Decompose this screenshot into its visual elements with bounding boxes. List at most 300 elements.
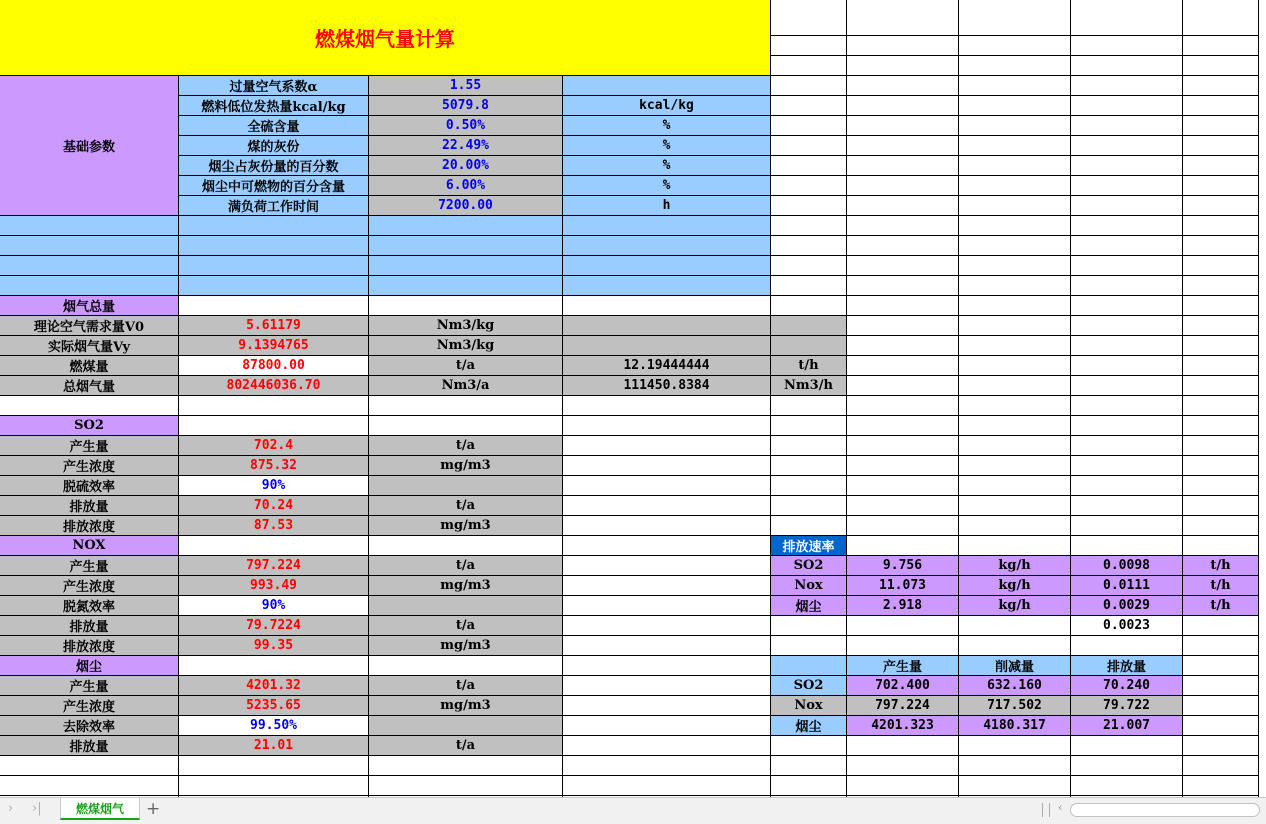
nox-value[interactable]: 99.35	[179, 636, 369, 656]
nox-label[interactable]: 产生量	[0, 556, 179, 576]
rate-name[interactable]: 烟尘	[771, 596, 847, 616]
rate-th[interactable]: 0.0098	[1071, 556, 1183, 576]
empty-cell[interactable]	[847, 296, 959, 316]
empty-cell[interactable]	[1183, 616, 1259, 636]
empty-cell[interactable]	[847, 56, 959, 76]
summary-value[interactable]: 4201.323	[847, 716, 959, 736]
empty-cell[interactable]	[1071, 476, 1183, 496]
empty-cell[interactable]	[1183, 536, 1259, 556]
blank-cell[interactable]	[369, 216, 563, 236]
empty-cell[interactable]	[847, 776, 959, 796]
empty-cell[interactable]	[1183, 0, 1259, 36]
empty-cell[interactable]	[563, 436, 771, 456]
empty-cell[interactable]	[1183, 676, 1259, 696]
empty-cell[interactable]	[1183, 116, 1259, 136]
empty-cell[interactable]	[959, 436, 1071, 456]
flue-header[interactable]: 烟气总量	[0, 296, 179, 316]
summary-name[interactable]: Nox	[771, 696, 847, 716]
empty-cell[interactable]	[1183, 276, 1259, 296]
dust-value[interactable]: 5235.65	[179, 696, 369, 716]
empty-cell[interactable]	[1071, 76, 1183, 96]
empty-cell[interactable]	[771, 736, 847, 756]
empty-cell[interactable]	[1183, 236, 1259, 256]
empty-cell[interactable]	[1183, 716, 1259, 736]
empty-cell[interactable]	[1071, 336, 1183, 356]
empty-cell[interactable]	[1183, 256, 1259, 276]
param-unit[interactable]	[563, 76, 771, 96]
summary-value[interactable]: 79.722	[1071, 696, 1183, 716]
empty-cell[interactable]	[1071, 536, 1183, 556]
empty-cell[interactable]	[959, 236, 1071, 256]
empty-cell[interactable]	[847, 176, 959, 196]
dust-unit[interactable]: t/a	[369, 676, 563, 696]
empty-cell[interactable]	[771, 176, 847, 196]
empty-cell[interactable]	[1071, 36, 1183, 56]
rate-kgh-unit[interactable]: kg/h	[959, 556, 1071, 576]
empty-cell[interactable]	[847, 756, 959, 776]
rate-extra[interactable]: 0.0023	[1071, 616, 1183, 636]
empty-cell[interactable]	[1071, 496, 1183, 516]
flue-extra[interactable]: 111450.8384	[563, 376, 771, 396]
empty-cell[interactable]	[959, 636, 1071, 656]
rate-kgh[interactable]: 11.073	[847, 576, 959, 596]
rate-th-unit[interactable]: t/h	[1183, 596, 1259, 616]
nox-value[interactable]: 797.224	[179, 556, 369, 576]
empty-cell[interactable]	[959, 536, 1071, 556]
blank-cell[interactable]	[369, 276, 563, 296]
param-value[interactable]: 5079.8	[369, 96, 563, 116]
param-label[interactable]: 满负荷工作时间	[179, 196, 369, 216]
empty-cell[interactable]	[1183, 356, 1259, 376]
first-sheet-nav-icon[interactable]: ›	[8, 801, 14, 816]
empty-cell[interactable]	[847, 0, 959, 36]
param-label[interactable]: 过量空气系数α	[179, 76, 369, 96]
flue-label[interactable]: 总烟气量	[0, 376, 179, 396]
empty-cell[interactable]	[771, 496, 847, 516]
empty-cell[interactable]	[959, 76, 1071, 96]
nox-header[interactable]: NOX	[0, 536, 179, 556]
summary-value[interactable]: 702.400	[847, 676, 959, 696]
horizontal-scrollbar[interactable]	[1070, 803, 1260, 817]
empty-cell[interactable]	[1071, 216, 1183, 236]
empty-cell[interactable]	[847, 396, 959, 416]
empty-cell[interactable]	[847, 76, 959, 96]
nox-unit[interactable]: t/a	[369, 616, 563, 636]
so2-unit[interactable]: mg/m3	[369, 456, 563, 476]
empty-cell[interactable]	[847, 136, 959, 156]
rate-kgh-unit[interactable]: kg/h	[959, 596, 1071, 616]
summary-value[interactable]: 717.502	[959, 696, 1071, 716]
empty-cell[interactable]	[771, 0, 847, 36]
flue-value[interactable]: 9.1394765	[179, 336, 369, 356]
empty-cell[interactable]	[369, 296, 563, 316]
empty-cell[interactable]	[563, 396, 771, 416]
nox-label[interactable]: 脱氮效率	[0, 596, 179, 616]
empty-cell[interactable]	[771, 516, 847, 536]
flue-extra[interactable]: 12.19444444	[563, 356, 771, 376]
blank-cell[interactable]	[179, 236, 369, 256]
empty-cell[interactable]	[847, 536, 959, 556]
empty-cell[interactable]	[563, 596, 771, 616]
so2-value[interactable]: 70.24	[179, 496, 369, 516]
empty-cell[interactable]	[847, 356, 959, 376]
nox-value[interactable]: 90%	[179, 596, 369, 616]
empty-cell[interactable]	[1183, 136, 1259, 156]
empty-cell[interactable]	[1071, 96, 1183, 116]
empty-cell[interactable]	[847, 276, 959, 296]
so2-unit[interactable]	[369, 476, 563, 496]
dust-value[interactable]: 99.50%	[179, 716, 369, 736]
flue-label[interactable]: 燃煤量	[0, 356, 179, 376]
summary-corner[interactable]	[771, 656, 847, 676]
param-unit[interactable]: %	[563, 156, 771, 176]
param-unit[interactable]: %	[563, 136, 771, 156]
empty-cell[interactable]	[959, 0, 1071, 36]
empty-cell[interactable]	[847, 416, 959, 436]
empty-cell[interactable]	[847, 316, 959, 336]
empty-cell[interactable]	[847, 636, 959, 656]
empty-cell[interactable]	[1071, 0, 1183, 36]
scroll-splitter-handle[interactable]	[1042, 803, 1050, 817]
so2-label[interactable]: 排放浓度	[0, 516, 179, 536]
empty-cell[interactable]	[847, 156, 959, 176]
empty-cell[interactable]	[959, 476, 1071, 496]
flue-extra-unit[interactable]: Nm3/h	[771, 376, 847, 396]
empty-cell[interactable]	[1183, 776, 1259, 796]
rate-kgh[interactable]: 9.756	[847, 556, 959, 576]
empty-cell[interactable]	[179, 536, 369, 556]
empty-cell[interactable]	[771, 296, 847, 316]
empty-cell[interactable]	[1183, 156, 1259, 176]
empty-cell[interactable]	[1071, 296, 1183, 316]
summary-value[interactable]: 70.240	[1071, 676, 1183, 696]
empty-cell[interactable]	[369, 656, 563, 676]
empty-cell[interactable]	[0, 756, 179, 776]
empty-cell[interactable]	[847, 616, 959, 636]
empty-cell[interactable]	[1071, 196, 1183, 216]
flue-unit[interactable]: Nm3/kg	[369, 316, 563, 336]
empty-cell[interactable]	[1071, 376, 1183, 396]
empty-cell[interactable]	[1183, 316, 1259, 336]
empty-cell[interactable]	[369, 776, 563, 796]
param-value[interactable]: 1.55	[369, 76, 563, 96]
empty-cell[interactable]	[563, 676, 771, 696]
empty-cell[interactable]	[563, 516, 771, 536]
dust-unit[interactable]	[369, 716, 563, 736]
so2-value[interactable]: 875.32	[179, 456, 369, 476]
flue-value[interactable]: 5.61179	[179, 316, 369, 336]
empty-cell[interactable]	[771, 256, 847, 276]
blank-cell[interactable]	[563, 236, 771, 256]
blank-cell[interactable]	[179, 276, 369, 296]
empty-cell[interactable]	[563, 636, 771, 656]
param-label[interactable]: 烟尘中可燃物的百分含量	[179, 176, 369, 196]
empty-cell[interactable]	[563, 656, 771, 676]
empty-cell[interactable]	[1071, 116, 1183, 136]
rate-th-unit[interactable]: t/h	[1183, 556, 1259, 576]
empty-cell[interactable]	[959, 376, 1071, 396]
dust-label[interactable]: 产生浓度	[0, 696, 179, 716]
nox-value[interactable]: 79.7224	[179, 616, 369, 636]
flue-extra[interactable]	[563, 336, 771, 356]
empty-cell[interactable]	[563, 776, 771, 796]
empty-cell[interactable]	[179, 396, 369, 416]
empty-cell[interactable]	[1071, 776, 1183, 796]
empty-cell[interactable]	[1183, 656, 1259, 676]
so2-value[interactable]: 702.4	[179, 436, 369, 456]
empty-cell[interactable]	[563, 476, 771, 496]
so2-unit[interactable]: t/a	[369, 436, 563, 456]
param-value[interactable]: 7200.00	[369, 196, 563, 216]
empty-cell[interactable]	[1071, 316, 1183, 336]
empty-cell[interactable]	[563, 576, 771, 596]
empty-cell[interactable]	[1183, 436, 1259, 456]
param-value[interactable]: 20.00%	[369, 156, 563, 176]
rate-th[interactable]: 0.0029	[1071, 596, 1183, 616]
empty-cell[interactable]	[369, 536, 563, 556]
empty-cell[interactable]	[1071, 276, 1183, 296]
dust-header[interactable]: 烟尘	[0, 656, 179, 676]
empty-cell[interactable]	[1183, 756, 1259, 776]
empty-cell[interactable]	[959, 296, 1071, 316]
summary-name[interactable]: SO2	[771, 676, 847, 696]
empty-cell[interactable]	[1071, 156, 1183, 176]
so2-label[interactable]: 产生浓度	[0, 456, 179, 476]
empty-cell[interactable]	[847, 496, 959, 516]
empty-cell[interactable]	[959, 196, 1071, 216]
empty-cell[interactable]	[563, 416, 771, 436]
nox-label[interactable]: 排放量	[0, 616, 179, 636]
empty-cell[interactable]	[771, 456, 847, 476]
params-section-label[interactable]: 基础参数	[0, 76, 179, 216]
empty-cell[interactable]	[1183, 196, 1259, 216]
empty-cell[interactable]	[847, 456, 959, 476]
sheet-title[interactable]: 燃煤烟气量计算	[0, 0, 771, 76]
empty-cell[interactable]	[959, 736, 1071, 756]
param-unit[interactable]: h	[563, 196, 771, 216]
empty-cell[interactable]	[369, 416, 563, 436]
empty-cell[interactable]	[959, 496, 1071, 516]
empty-cell[interactable]	[771, 636, 847, 656]
dust-value[interactable]: 21.01	[179, 736, 369, 756]
nox-unit[interactable]	[369, 596, 563, 616]
flue-value[interactable]: 802446036.70	[179, 376, 369, 396]
dust-label[interactable]: 产生量	[0, 676, 179, 696]
empty-cell[interactable]	[959, 136, 1071, 156]
dust-unit[interactable]: t/a	[369, 736, 563, 756]
empty-cell[interactable]	[179, 296, 369, 316]
empty-cell[interactable]	[959, 416, 1071, 436]
add-sheet-button[interactable]: +	[146, 799, 161, 819]
empty-cell[interactable]	[369, 396, 563, 416]
empty-cell[interactable]	[1183, 296, 1259, 316]
flue-label[interactable]: 理论空气需求量V0	[0, 316, 179, 336]
flue-extra-unit[interactable]	[771, 316, 847, 336]
empty-cell[interactable]	[1071, 456, 1183, 476]
empty-cell[interactable]	[771, 76, 847, 96]
empty-cell[interactable]	[1071, 356, 1183, 376]
empty-cell[interactable]	[1071, 636, 1183, 656]
empty-cell[interactable]	[563, 756, 771, 776]
empty-cell[interactable]	[847, 436, 959, 456]
empty-cell[interactable]	[771, 96, 847, 116]
summary-header[interactable]: 削减量	[959, 656, 1071, 676]
empty-cell[interactable]	[1183, 376, 1259, 396]
empty-cell[interactable]	[771, 476, 847, 496]
empty-cell[interactable]	[847, 516, 959, 536]
nox-value[interactable]: 993.49	[179, 576, 369, 596]
empty-cell[interactable]	[771, 276, 847, 296]
empty-cell[interactable]	[847, 336, 959, 356]
param-label[interactable]: 烟尘占灰份量的百分数	[179, 156, 369, 176]
empty-cell[interactable]	[771, 776, 847, 796]
empty-cell[interactable]	[563, 736, 771, 756]
flue-unit[interactable]: t/a	[369, 356, 563, 376]
summary-value[interactable]: 4180.317	[959, 716, 1071, 736]
so2-header[interactable]: SO2	[0, 416, 179, 436]
empty-cell[interactable]	[0, 396, 179, 416]
empty-cell[interactable]	[959, 316, 1071, 336]
empty-cell[interactable]	[959, 516, 1071, 536]
so2-label[interactable]: 脱硫效率	[0, 476, 179, 496]
empty-cell[interactable]	[1183, 176, 1259, 196]
summary-name[interactable]: 烟尘	[771, 716, 847, 736]
empty-cell[interactable]	[1071, 756, 1183, 776]
summary-header[interactable]: 排放量	[1071, 656, 1183, 676]
empty-cell[interactable]	[1071, 56, 1183, 76]
dust-unit[interactable]: mg/m3	[369, 696, 563, 716]
empty-cell[interactable]	[847, 256, 959, 276]
summary-value[interactable]: 21.007	[1071, 716, 1183, 736]
empty-cell[interactable]	[563, 456, 771, 476]
empty-cell[interactable]	[959, 116, 1071, 136]
empty-cell[interactable]	[771, 416, 847, 436]
empty-cell[interactable]	[771, 396, 847, 416]
empty-cell[interactable]	[771, 156, 847, 176]
empty-cell[interactable]	[959, 96, 1071, 116]
empty-cell[interactable]	[771, 236, 847, 256]
so2-value[interactable]: 87.53	[179, 516, 369, 536]
empty-cell[interactable]	[1183, 216, 1259, 236]
flue-extra-unit[interactable]: t/h	[771, 356, 847, 376]
empty-cell[interactable]	[959, 356, 1071, 376]
empty-cell[interactable]	[179, 656, 369, 676]
empty-cell[interactable]	[847, 376, 959, 396]
empty-cell[interactable]	[959, 396, 1071, 416]
empty-cell[interactable]	[1071, 516, 1183, 536]
empty-cell[interactable]	[1183, 56, 1259, 76]
dust-label[interactable]: 去除效率	[0, 716, 179, 736]
rate-th-unit[interactable]: t/h	[1183, 576, 1259, 596]
flue-value[interactable]: 87800.00	[179, 356, 369, 376]
nox-label[interactable]: 排放浓度	[0, 636, 179, 656]
empty-cell[interactable]	[179, 416, 369, 436]
empty-cell[interactable]	[959, 616, 1071, 636]
empty-cell[interactable]	[771, 436, 847, 456]
rate-kgh-unit[interactable]: kg/h	[959, 576, 1071, 596]
param-unit[interactable]: kcal/kg	[563, 96, 771, 116]
nox-unit[interactable]: t/a	[369, 556, 563, 576]
empty-cell[interactable]	[1183, 416, 1259, 436]
empty-cell[interactable]	[959, 336, 1071, 356]
last-sheet-nav-icon[interactable]: ›|	[32, 801, 42, 816]
empty-cell[interactable]	[563, 716, 771, 736]
empty-cell[interactable]	[959, 756, 1071, 776]
so2-label[interactable]: 产生量	[0, 436, 179, 456]
empty-cell[interactable]	[847, 96, 959, 116]
param-value[interactable]: 22.49%	[369, 136, 563, 156]
empty-cell[interactable]	[1183, 696, 1259, 716]
empty-cell[interactable]	[847, 216, 959, 236]
empty-cell[interactable]	[847, 476, 959, 496]
empty-cell[interactable]	[563, 616, 771, 636]
blank-cell[interactable]	[0, 276, 179, 296]
param-unit[interactable]: %	[563, 176, 771, 196]
flue-extra-unit[interactable]	[771, 336, 847, 356]
dust-label[interactable]: 排放量	[0, 736, 179, 756]
blank-cell[interactable]	[563, 256, 771, 276]
scroll-left-icon[interactable]: ‹	[1058, 801, 1063, 814]
blank-cell[interactable]	[563, 216, 771, 236]
empty-cell[interactable]	[1183, 336, 1259, 356]
empty-cell[interactable]	[1183, 36, 1259, 56]
empty-cell[interactable]	[771, 216, 847, 236]
empty-cell[interactable]	[1183, 496, 1259, 516]
empty-cell[interactable]	[959, 176, 1071, 196]
flue-label[interactable]: 实际烟气量Vy	[0, 336, 179, 356]
so2-value[interactable]: 90%	[179, 476, 369, 496]
param-label[interactable]: 全硫含量	[179, 116, 369, 136]
blank-cell[interactable]	[179, 256, 369, 276]
empty-cell[interactable]	[771, 616, 847, 636]
empty-cell[interactable]	[1183, 456, 1259, 476]
empty-cell[interactable]	[771, 136, 847, 156]
empty-cell[interactable]	[771, 196, 847, 216]
empty-cell[interactable]	[1071, 436, 1183, 456]
rate-kgh[interactable]: 2.918	[847, 596, 959, 616]
empty-cell[interactable]	[847, 116, 959, 136]
flue-unit[interactable]: Nm3/a	[369, 376, 563, 396]
empty-cell[interactable]	[771, 56, 847, 76]
empty-cell[interactable]	[1183, 476, 1259, 496]
empty-cell[interactable]	[847, 736, 959, 756]
param-value[interactable]: 0.50%	[369, 116, 563, 136]
rate-th[interactable]: 0.0111	[1071, 576, 1183, 596]
empty-cell[interactable]	[1183, 736, 1259, 756]
rate-name[interactable]: Nox	[771, 576, 847, 596]
empty-cell[interactable]	[1183, 76, 1259, 96]
rate-header[interactable]: 排放速率	[771, 536, 847, 556]
empty-cell[interactable]	[563, 496, 771, 516]
blank-cell[interactable]	[179, 216, 369, 236]
blank-cell[interactable]	[0, 256, 179, 276]
sheet-tab-active[interactable]: 燃煤烟气	[60, 798, 140, 820]
empty-cell[interactable]	[1071, 176, 1183, 196]
empty-cell[interactable]	[959, 256, 1071, 276]
empty-cell[interactable]	[563, 696, 771, 716]
blank-cell[interactable]	[369, 256, 563, 276]
empty-cell[interactable]	[563, 556, 771, 576]
empty-cell[interactable]	[1183, 636, 1259, 656]
nox-label[interactable]: 产生浓度	[0, 576, 179, 596]
param-value[interactable]: 6.00%	[369, 176, 563, 196]
empty-cell[interactable]	[1071, 416, 1183, 436]
blank-cell[interactable]	[369, 236, 563, 256]
empty-cell[interactable]	[771, 36, 847, 56]
empty-cell[interactable]	[1183, 96, 1259, 116]
flue-extra[interactable]	[563, 316, 771, 336]
blank-cell[interactable]	[0, 236, 179, 256]
